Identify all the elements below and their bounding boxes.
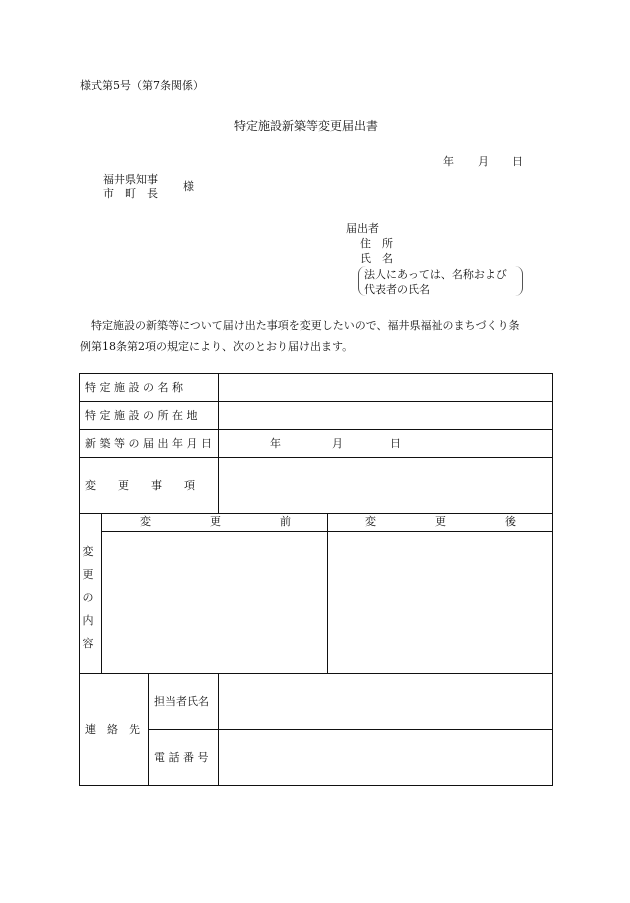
after-header-char: 後 xyxy=(505,515,516,528)
date-year-label: 年 xyxy=(443,155,454,168)
change-matter-field[interactable] xyxy=(219,458,551,513)
facility-name-field[interactable] xyxy=(219,374,551,401)
contact-label: 連 絡 先 xyxy=(85,723,140,736)
change-before-field[interactable] xyxy=(102,532,327,673)
form-number: 様式第5号（第7条関係） xyxy=(80,79,204,92)
change-matter-label: 変 更 事 項 xyxy=(85,479,195,492)
facility-location-field[interactable] xyxy=(219,402,551,429)
notification-date-label: 新 築 等 の 届 出 年 月 日 xyxy=(85,437,212,450)
after-header-char: 更 xyxy=(435,515,446,528)
page-title: 特定施設新築等変更届出書 xyxy=(234,119,379,133)
body-text-line2: 例第18条第2項の規定により、次のとおり届け出ます。 xyxy=(80,340,354,353)
addressee-governor: 福井県知事 xyxy=(103,173,158,186)
before-header-char: 更 xyxy=(210,515,221,528)
addressee-mayor: 市 町 長 xyxy=(103,187,158,200)
before-header-char: 前 xyxy=(280,515,291,528)
phone-field[interactable] xyxy=(219,730,551,784)
change-content-char: 更 xyxy=(82,568,94,581)
phone-label: 電 話 番 号 xyxy=(154,751,209,764)
before-header-char: 変 xyxy=(140,515,151,528)
person-in-charge-field[interactable] xyxy=(219,674,551,729)
date-month-label: 月 xyxy=(478,155,489,168)
notification-date-month: 月 xyxy=(332,437,343,450)
change-content-char: 容 xyxy=(82,637,94,650)
notifier-note-line1: 法人にあっては、名称および xyxy=(364,268,507,281)
after-header-char: 変 xyxy=(365,515,376,528)
notification-date-day: 日 xyxy=(390,437,401,450)
change-content-char: 変 xyxy=(82,545,94,558)
change-content-label xyxy=(82,540,94,655)
person-in-charge-label: 担当者氏名 xyxy=(154,695,209,708)
body-text-line1: 特定施設の新築等について届け出た事項を変更したいので、福井県福祉のまちづくり条 xyxy=(91,319,520,332)
change-content-char: の xyxy=(82,591,94,604)
facility-location-label: 特 定 施 設 の 所 在 地 xyxy=(85,409,198,422)
notifier-address-label: 住 所 xyxy=(360,237,393,250)
change-after-field[interactable] xyxy=(328,532,551,673)
notifier-label: 届出者 xyxy=(346,222,379,235)
notification-date-year: 年 xyxy=(270,437,281,450)
notifier-note-line2: 代表者の氏名 xyxy=(364,283,430,296)
notifier-name-label: 氏 名 xyxy=(360,252,393,265)
facility-name-label: 特 定 施 設 の 名 称 xyxy=(85,381,183,394)
change-content-char: 内 xyxy=(82,614,94,627)
date-day-label: 日 xyxy=(512,155,523,168)
addressee-honorific: 様 xyxy=(183,180,194,193)
